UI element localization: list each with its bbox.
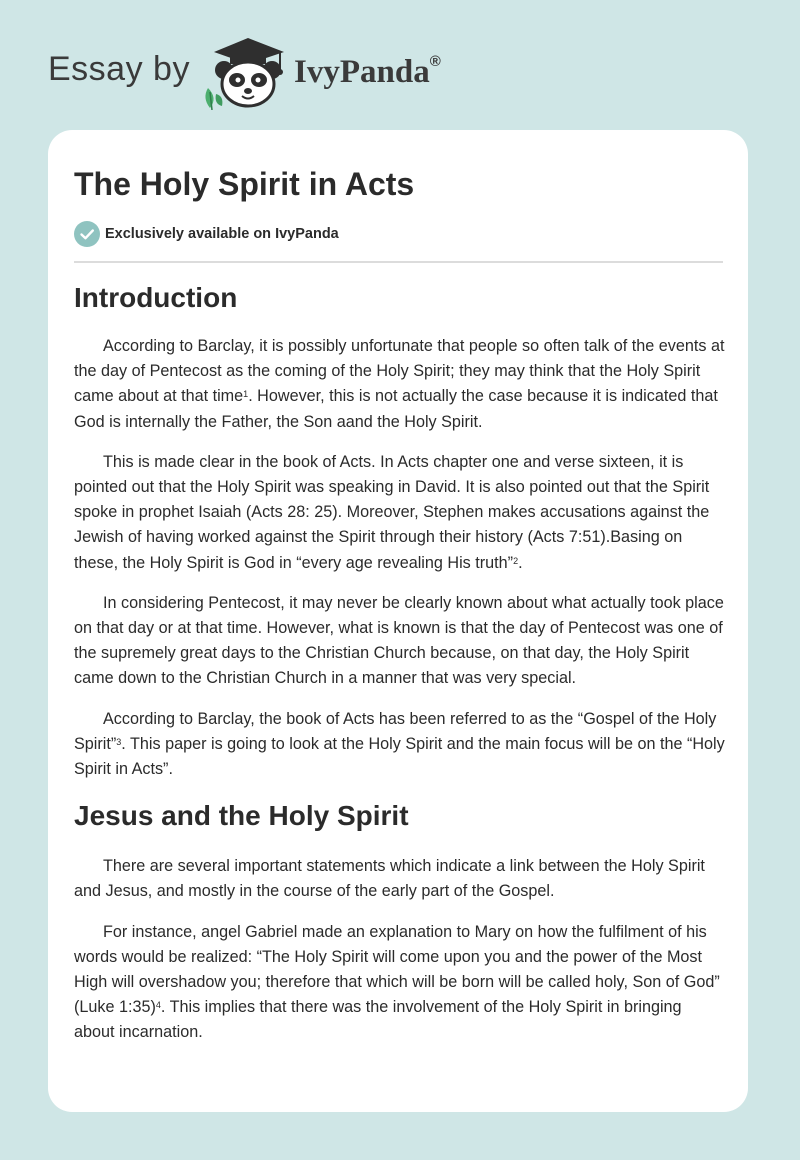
essay-card (48, 130, 748, 1112)
site-header (48, 34, 508, 114)
footnote-marker[interactable]: 4 (155, 1000, 161, 1011)
exclusive-badge (74, 221, 339, 247)
brand-name[interactable]: IvyPanda® (294, 53, 441, 90)
essay-body (74, 282, 726, 1061)
paragraph: According to Barclay, it is possibly unfortunate that people so often talk of the events at the day of Pentecost as the coming of the Holy Spirit; they may think that the Holy Spirit came about at that time$^1$. However, this is not actually the case because it is indicated that God is internally the Father, the Son aand the Holy Spirit. (74, 337, 725, 431)
section-heading-introduction: Introduction (74, 282, 238, 313)
check-circle-icon (74, 221, 100, 247)
paragraph: For instance, angel Gabriel made an explanation to Mary on how the fulfilment of his words would be realized: “The Holy Spirit will come upon you and the power of the Most High will overshadow you; therefore that which will be born will be called holy, Son of God” (Luke 1:35)$^4$. This implies that there was the involvement of the Holy Spirit in bringing about incarnation. (74, 922, 720, 1042)
paragraph: There are several important statements which indicate a link between the Holy Spirit and Jesus, and mostly in the course of the early part of the Gospel. (74, 857, 705, 901)
section-heading-jesus-holy-spirit: Jesus and the Holy Spirit (74, 800, 409, 832)
page-title: The Holy Spirit in Acts (74, 166, 415, 202)
panda-logo-icon[interactable] (200, 34, 292, 110)
brand-prefix: Essay by (48, 50, 190, 88)
title-divider (74, 261, 723, 263)
badge-label: Exclusively available on IvyPanda (105, 226, 339, 242)
paragraph: According to Barclay, the book of Acts has been referred to as the “Gospel of the Holy Spirit”$^3$. This paper is going to look at the Holy Spirit and the main focus will be on the “Holy Spirit in Acts”. (74, 709, 725, 779)
footnote-marker[interactable]: 2 (513, 555, 519, 566)
paragraph: In considering Pentecost, it may never be clearly known about what actually took place on that day or at that time. However, what is known is that the day of Pentecost was one of the supremely great days to the Christian Church because, on that day, the Holy Spirit came down to the Christian Church in a manner that was very special. (74, 593, 724, 688)
paragraph: This is made clear in the book of Acts. In Acts chapter one and verse sixteen, it is pointed out that the Holy Spirit was speaking in David. It is also pointed out that the Spirit spoke in prophet Isaiah (Acts 28: 25). Moreover, Stephen makes accusations against the Jewish of having worked against the Spirit through their history (Acts 7:51).Basing on these, the Holy Spirit is God in “every age revealing His truth”$^2$. (74, 452, 710, 572)
footnote-marker[interactable]: 3 (116, 736, 122, 747)
footnote-marker[interactable]: 1 (243, 389, 249, 400)
